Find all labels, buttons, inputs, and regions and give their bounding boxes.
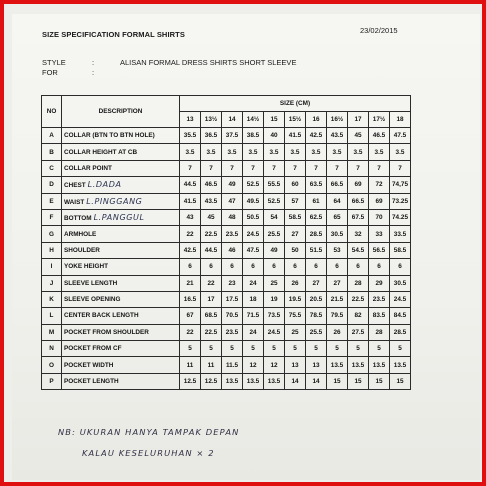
size-value: 5 (201, 341, 222, 357)
table-row (42, 373, 411, 389)
size-value: 13.5 (264, 373, 285, 389)
size-value: 23.5 (369, 291, 390, 307)
size-value: 23 (222, 275, 243, 291)
size-value: 7 (369, 160, 390, 176)
row-description-cell (62, 160, 180, 176)
style-label: STYLE (42, 58, 66, 67)
size-value: 22 (201, 275, 222, 291)
size-value: 6 (348, 259, 369, 275)
size-value: 50 (285, 242, 306, 258)
size-value: 68.5 (201, 308, 222, 324)
header-row-1 (42, 96, 411, 112)
size-value: 6 (222, 259, 243, 275)
row-description-cell (62, 291, 180, 307)
size-value: 24.5 (243, 226, 264, 242)
size-value: 7 (306, 160, 327, 176)
size-value: 49.5 (243, 193, 264, 209)
row-description-cell (62, 144, 180, 160)
size-value: 6 (264, 259, 285, 275)
row-description-cell (62, 357, 180, 373)
size-header: 15½ (285, 112, 306, 128)
size-value: 30.5 (327, 226, 348, 242)
size-value: 3.5 (222, 144, 243, 160)
size-header: 14½ (243, 112, 264, 128)
size-value: 3.5 (369, 144, 390, 160)
size-value: 11 (201, 357, 222, 373)
size-value: 14 (285, 373, 306, 389)
size-value: 3.5 (243, 144, 264, 160)
size-value: 55.5 (264, 177, 285, 193)
row-description: SLEEVE OPENING (64, 296, 121, 304)
size-value: 58.5 (390, 242, 411, 258)
size-value: 60 (285, 177, 306, 193)
row-description: YOKE HEIGHT (64, 263, 109, 271)
size-value: 5 (243, 341, 264, 357)
size-value: 40 (264, 128, 285, 144)
size-value: 29 (369, 275, 390, 291)
size-value: 5 (264, 341, 285, 357)
document-title: SIZE SPECIFICATION FORMAL SHIRTS (42, 30, 185, 39)
size-value: 7 (285, 160, 306, 176)
size-value: 5 (348, 341, 369, 357)
size-value: 5 (369, 341, 390, 357)
row-description: POCKET LENGTH (64, 378, 119, 386)
size-value: 23.5 (222, 226, 243, 242)
size-value: 11.5 (222, 357, 243, 373)
table-row (42, 308, 411, 324)
size-value: 70.5 (222, 308, 243, 324)
size-value: 56.5 (369, 242, 390, 258)
style-value: ALISAN FORMAL DRESS SHIRTS SHORT SLEEVE (120, 58, 297, 67)
size-value: 6 (306, 259, 327, 275)
row-letter: C (42, 160, 62, 176)
size-value: 24 (243, 275, 264, 291)
row-description-cell (62, 324, 180, 340)
row-description-cell (62, 373, 180, 389)
row-description: ARMHOLE (64, 230, 97, 238)
size-header: 16½ (327, 112, 348, 128)
header-no: NO (42, 96, 62, 128)
size-value: 12 (264, 357, 285, 373)
size-value: 73.5 (264, 308, 285, 324)
size-value: 61 (306, 193, 327, 209)
row-description: POCKET WIDTH (64, 361, 114, 369)
handwritten-row-note: L.DADA (87, 180, 122, 190)
row-letter: N (42, 341, 62, 357)
size-value: 28 (348, 275, 369, 291)
size-value: 43.5 (201, 193, 222, 209)
document-date: 23/02/2015 (360, 26, 398, 35)
size-value: 65 (327, 209, 348, 225)
size-value: 13 (306, 357, 327, 373)
size-value: 24 (243, 324, 264, 340)
size-value: 25 (264, 275, 285, 291)
for-label: FOR (42, 68, 58, 77)
size-value: 3.5 (180, 144, 201, 160)
size-value: 54 (264, 209, 285, 225)
size-value: 67.5 (348, 209, 369, 225)
size-value: 28 (369, 324, 390, 340)
table-row (42, 144, 411, 160)
size-value: 54.5 (348, 242, 369, 258)
row-letter: A (42, 128, 62, 144)
size-value: 15 (369, 373, 390, 389)
size-value: 13.5 (243, 373, 264, 389)
size-value: 13.5 (390, 357, 411, 373)
size-value: 24.5 (264, 324, 285, 340)
size-value: 7 (222, 160, 243, 176)
size-value: 28.5 (306, 226, 327, 242)
size-value: 35.5 (180, 128, 201, 144)
size-value: 13.5 (369, 357, 390, 373)
row-description-cell (62, 242, 180, 258)
size-value: 69 (348, 177, 369, 193)
size-value: 26 (327, 324, 348, 340)
size-value: 7 (327, 160, 348, 176)
size-header: 18 (390, 112, 411, 128)
table-row (42, 324, 411, 340)
size-value: 75.5 (285, 308, 306, 324)
size-value: 41.5 (180, 193, 201, 209)
size-value: 73.25 (390, 193, 411, 209)
size-value: 42.5 (180, 242, 201, 258)
handwritten-note-line-1: NB: UKURAN HANYA TAMPAK DEPAN (58, 427, 240, 437)
size-value: 50.5 (243, 209, 264, 225)
row-letter: O (42, 357, 62, 373)
size-value: 13.5 (222, 373, 243, 389)
size-value: 52.5 (264, 193, 285, 209)
size-value: 74.25 (390, 209, 411, 225)
size-value: 16.5 (180, 291, 201, 307)
size-value: 62.5 (306, 209, 327, 225)
row-description-cell (62, 275, 180, 291)
size-header: 17 (348, 112, 369, 128)
size-value: 44.5 (201, 242, 222, 258)
size-value: 27 (306, 275, 327, 291)
size-value: 32 (348, 226, 369, 242)
size-value: 46.5 (369, 128, 390, 144)
size-value: 83.5 (369, 308, 390, 324)
row-description: SHOULDER (64, 246, 100, 254)
row-description: POCKET FROM CF (64, 345, 122, 353)
size-value: 33.5 (390, 226, 411, 242)
size-value: 49 (222, 177, 243, 193)
row-description-cell (62, 193, 180, 209)
size-value: 5 (285, 341, 306, 357)
size-value: 45 (201, 209, 222, 225)
size-value: 11 (180, 357, 201, 373)
size-value: 18 (243, 291, 264, 307)
size-value: 6 (369, 259, 390, 275)
size-value: 46.5 (201, 177, 222, 193)
size-value: 3.5 (306, 144, 327, 160)
size-value: 7 (348, 160, 369, 176)
row-letter: M (42, 324, 62, 340)
size-value: 84.5 (390, 308, 411, 324)
size-value: 36.5 (201, 128, 222, 144)
row-description-cell (62, 308, 180, 324)
row-letter: B (42, 144, 62, 160)
size-value: 25.5 (306, 324, 327, 340)
size-value: 22.5 (201, 324, 222, 340)
row-description-cell (62, 177, 180, 193)
size-value: 72 (369, 177, 390, 193)
size-value: 22.5 (201, 226, 222, 242)
handwritten-row-note: L.PINGGANG (86, 196, 143, 206)
table-row (42, 160, 411, 176)
row-description: COLLAR POINT (64, 164, 112, 172)
table-row (42, 242, 411, 258)
size-header: 17½ (369, 112, 390, 128)
row-letter: P (42, 373, 62, 389)
size-value: 38.5 (243, 128, 264, 144)
size-value: 63.5 (306, 177, 327, 193)
row-description-cell (62, 226, 180, 242)
size-value: 15 (390, 373, 411, 389)
size-value: 7 (201, 160, 222, 176)
header-size-group: SIZE (CM) (180, 96, 411, 112)
size-value: 19 (264, 291, 285, 307)
size-value: 37.5 (222, 128, 243, 144)
size-value: 22 (180, 324, 201, 340)
size-value: 43.5 (327, 128, 348, 144)
size-value: 20.5 (306, 291, 327, 307)
size-value: 52.5 (243, 177, 264, 193)
row-letter: J (42, 275, 62, 291)
size-value: 3.5 (327, 144, 348, 160)
size-value: 6 (201, 259, 222, 275)
row-letter: I (42, 259, 62, 275)
size-value: 66.5 (348, 193, 369, 209)
size-value: 82 (348, 308, 369, 324)
row-description: CHEST (64, 182, 86, 190)
size-value: 13 (285, 357, 306, 373)
size-value: 57 (285, 193, 306, 209)
size-value: 6 (390, 259, 411, 275)
size-value: 67 (180, 308, 201, 324)
size-value: 5 (390, 341, 411, 357)
table-row (42, 128, 411, 144)
size-value: 33 (369, 226, 390, 242)
size-value: 30.5 (390, 275, 411, 291)
size-value: 49 (264, 242, 285, 258)
row-description-cell (62, 209, 180, 225)
size-value: 25.5 (264, 226, 285, 242)
table-row (42, 259, 411, 275)
row-description: COLLAR HEIGHT AT CB (64, 148, 138, 156)
size-value: 24.5 (390, 291, 411, 307)
size-value: 3.5 (285, 144, 306, 160)
size-value: 51.5 (306, 242, 327, 258)
size-value: 46 (222, 242, 243, 258)
size-value: 74,75 (390, 177, 411, 193)
size-value: 21.5 (327, 291, 348, 307)
size-value: 5 (306, 341, 327, 357)
size-value: 14 (306, 373, 327, 389)
size-value: 7 (180, 160, 201, 176)
size-value: 13.5 (327, 357, 348, 373)
row-description: CENTER BACK LENGTH (64, 312, 139, 320)
size-value: 6 (285, 259, 306, 275)
size-value: 7 (243, 160, 264, 176)
size-value: 12.5 (180, 373, 201, 389)
size-value: 70 (369, 209, 390, 225)
row-letter: L (42, 308, 62, 324)
table-row (42, 209, 411, 225)
row-letter: F (42, 209, 62, 225)
size-value: 66.5 (327, 177, 348, 193)
row-letter: D (42, 177, 62, 193)
size-value: 41.5 (285, 128, 306, 144)
table-row (42, 341, 411, 357)
size-value: 12 (243, 357, 264, 373)
size-value: 25 (285, 324, 306, 340)
size-value: 27 (327, 275, 348, 291)
size-value: 27.5 (348, 324, 369, 340)
size-value: 5 (180, 341, 201, 357)
for-colon: : (92, 68, 95, 77)
row-letter: E (42, 193, 62, 209)
size-spec-table (41, 95, 411, 390)
size-header: 15 (264, 112, 285, 128)
size-value: 53 (327, 242, 348, 258)
row-description-cell (62, 259, 180, 275)
row-description: WAIST (64, 198, 85, 206)
row-letter: K (42, 291, 62, 307)
row-description: SLEEVE LENGTH (64, 279, 118, 287)
size-value: 28.5 (390, 324, 411, 340)
size-header: 13½ (201, 112, 222, 128)
size-value: 12.5 (201, 373, 222, 389)
size-value: 17 (201, 291, 222, 307)
size-value: 7 (390, 160, 411, 176)
size-value: 19.5 (285, 291, 306, 307)
table-row (42, 193, 411, 209)
size-value: 58.5 (285, 209, 306, 225)
size-value: 5 (222, 341, 243, 357)
size-value: 23.5 (222, 324, 243, 340)
size-header: 13 (180, 112, 201, 128)
row-description: COLLAR (BTN TO BTN HOLE) (64, 132, 155, 140)
row-description: POCKET FROM SHOULDER (64, 328, 149, 336)
size-value: 22 (180, 226, 201, 242)
table-row (42, 226, 411, 242)
size-value: 48 (222, 209, 243, 225)
handwritten-note-line-2: KALAU KESELURUHAN × 2 (82, 448, 215, 458)
size-value: 45 (348, 128, 369, 144)
size-value: 17.5 (222, 291, 243, 307)
size-header: 16 (306, 112, 327, 128)
size-value: 64 (327, 193, 348, 209)
row-description: BOTTOM (64, 215, 92, 223)
size-value: 21 (180, 275, 201, 291)
handwritten-row-note: L.PANGGUL (93, 213, 145, 223)
size-value: 6 (243, 259, 264, 275)
size-value: 3.5 (264, 144, 285, 160)
row-description-cell (62, 341, 180, 357)
row-letter: H (42, 242, 62, 258)
size-value: 47 (222, 193, 243, 209)
table-row (42, 291, 411, 307)
table-row (42, 357, 411, 373)
size-value: 3.5 (390, 144, 411, 160)
size-value: 47.5 (243, 242, 264, 258)
size-value: 69 (369, 193, 390, 209)
size-value: 6 (327, 259, 348, 275)
size-value: 47.5 (390, 128, 411, 144)
size-header: 14 (222, 112, 243, 128)
row-description-cell (62, 128, 180, 144)
size-value: 71.5 (243, 308, 264, 324)
table-row (42, 177, 411, 193)
size-value: 78.5 (306, 308, 327, 324)
size-value: 3.5 (201, 144, 222, 160)
size-value: 44.5 (180, 177, 201, 193)
header-description: DESCRIPTION (62, 96, 180, 128)
table-row (42, 275, 411, 291)
size-value: 3.5 (348, 144, 369, 160)
row-letter: G (42, 226, 62, 242)
style-colon: : (92, 58, 95, 67)
size-value: 22.5 (348, 291, 369, 307)
size-value: 43 (180, 209, 201, 225)
size-value: 27 (285, 226, 306, 242)
size-value: 6 (180, 259, 201, 275)
size-value: 15 (327, 373, 348, 389)
size-value: 7 (264, 160, 285, 176)
size-value: 79.5 (327, 308, 348, 324)
size-value: 15 (348, 373, 369, 389)
size-value: 5 (327, 341, 348, 357)
size-value: 13.5 (348, 357, 369, 373)
size-value: 42.5 (306, 128, 327, 144)
size-value: 26 (285, 275, 306, 291)
